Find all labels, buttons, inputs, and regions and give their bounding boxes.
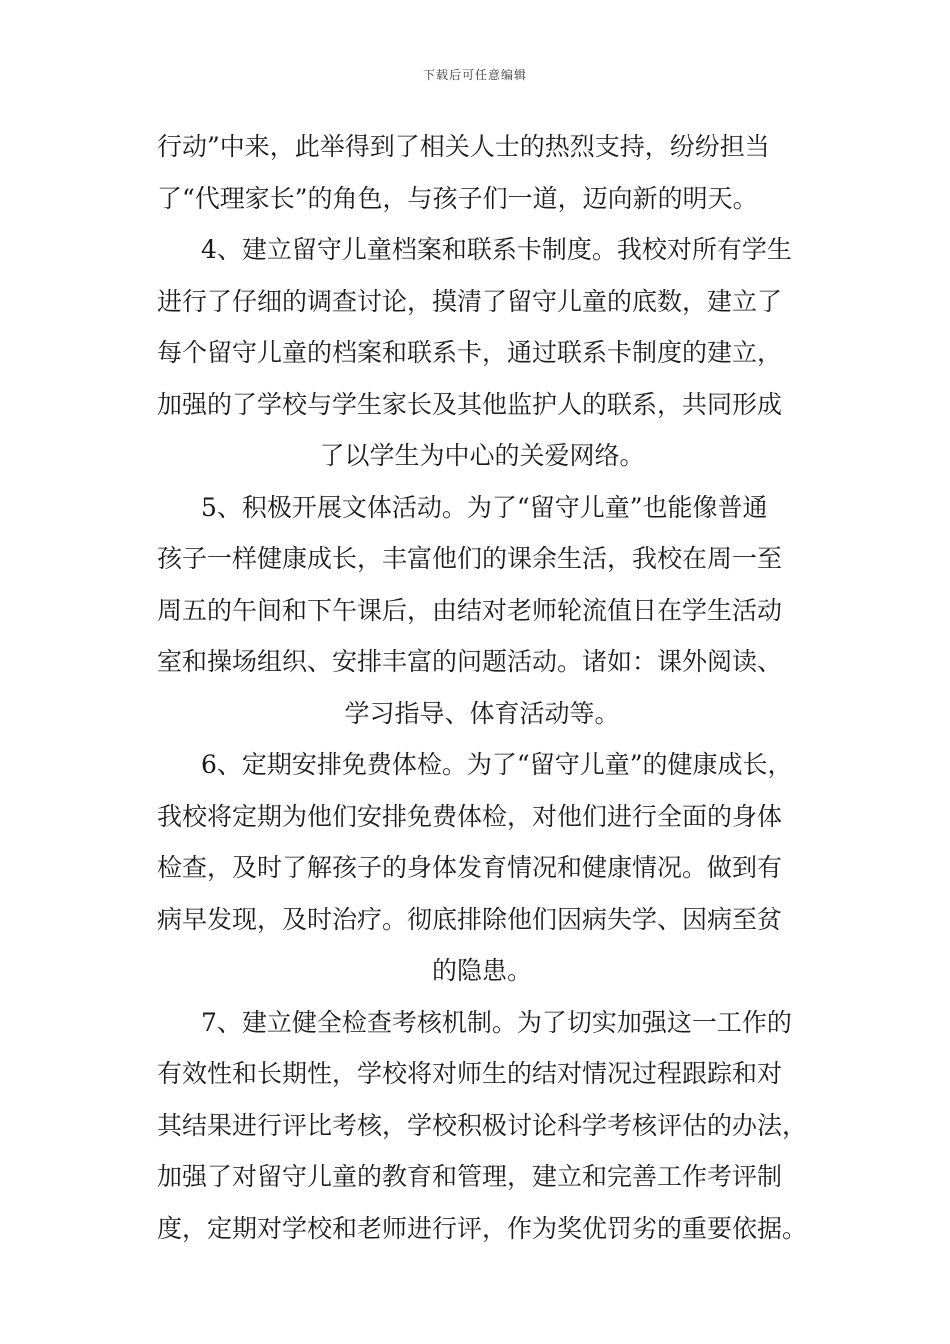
text-line: 每个留守儿童的档案和联系卡，通过联系卡制度的建立， xyxy=(157,338,783,367)
document-body xyxy=(157,121,807,1254)
text-line: 其结果进行评比考核，学校积极讨论科学考核评估的办法， xyxy=(157,1110,808,1140)
text-line: 度，定期对学校和老师进行评，作为奖优罚劣的重要依据。 xyxy=(157,1213,808,1243)
paragraph-start-line: 5、积极开展文体活动。为了“留守儿童”也能像普通 xyxy=(201,492,768,522)
text-line: 加强的了学校与学生家长及其他监护人的联系，共同形成 xyxy=(157,389,783,419)
paragraph-end-line: 了以学生为中心的关爱网络。 xyxy=(319,441,645,470)
text-line: 了“代理家长”的角色，与孩子们一道，迈向新的明天。 xyxy=(157,183,758,213)
page-header: 下载后可任意编辑 xyxy=(422,68,527,82)
text-line: 检查，及时了解孩子的身体发育情况和健康情况。做到有 xyxy=(157,853,783,882)
paragraph-start-line: 6、定期安排免费体检。为了“留守儿童”的健康成长， xyxy=(201,750,793,779)
text-line: 加强了对留守儿童的教育和管理，建立和完善工作考评制 xyxy=(157,1162,783,1191)
text-line: 孩子一样健康成长，丰富他们的课余生活，我校在周一至 xyxy=(157,544,783,573)
text-line: 室和操场组织、安排丰富的问题活动。诸如：课外阅读、 xyxy=(157,647,783,676)
text-line: 周五的午间和下午课后，由结对老师轮流值日在学生活动 xyxy=(157,595,783,625)
text-line: 病早发现，及时治疗。彻底排除他们因病失学、因病至贫 xyxy=(157,904,783,934)
paragraph-start-line: 4、建立留守儿童档案和联系卡制度。我校对所有学生 xyxy=(201,235,792,264)
paragraph-end-line: 学习指导、体育活动等。 xyxy=(344,698,620,728)
paragraph-start-line: 7、建立健全检查考核机制。为了切实加强这一工作的 xyxy=(201,1007,792,1037)
text-line: 行动”中来，此举得到了相关人士的热烈支持，纷纷担当 xyxy=(157,132,770,161)
text-line: 有效性和长期性，学校将对师生的结对情况过程跟踪和对 xyxy=(157,1059,783,1088)
paragraph-end-line: 的隐患。 xyxy=(431,956,532,985)
text-line: 我校将定期为他们安排免费体检，对他们进行全面的身体 xyxy=(157,801,783,831)
text-line: 进行了仔细的调查讨论，摸清了留守儿童的底数，建立了 xyxy=(157,286,783,316)
